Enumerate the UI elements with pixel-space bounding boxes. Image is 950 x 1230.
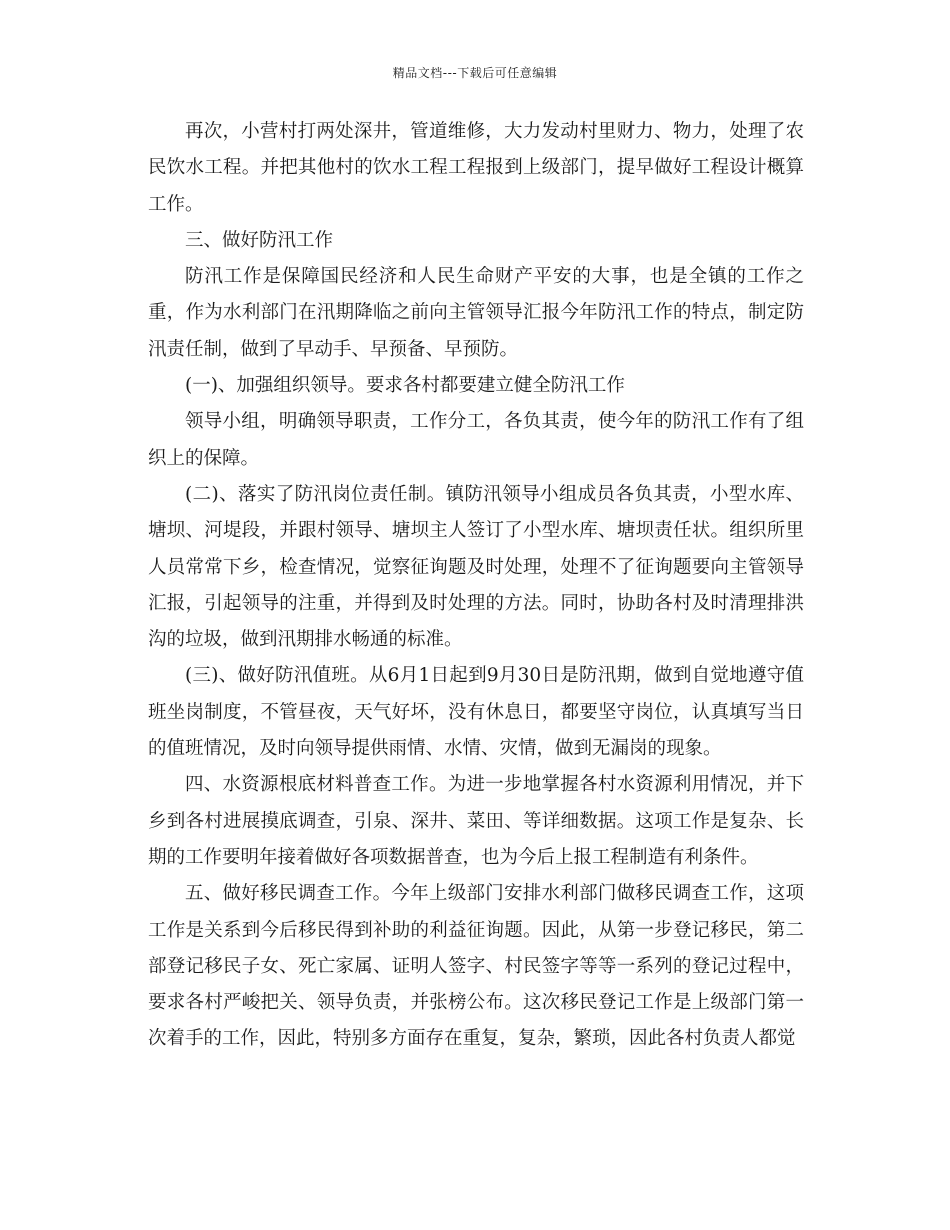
- paragraph: 五、做好移民调查工作。今年上级部门安排水利部门做移民调查工作，这项工作是关系到今后移民得到补助的利益征询题。因此，从第一步登记移民，第二部登记移民子女、死亡家属、证明人签字、村民签字等等一系列的登记过程中，要求各村严峻把关、领导负责，并张榜公布。这次移民登记工作是上级部门第一次着手的工作，因此，特别多方面存在重复，复杂，繁琐，因此各村负责人都觉: [148, 883, 804, 1050]
- paragraph: 四、水资源根底材料普查工作。为进一步地掌握各村水资源利用情况，并下乡到各村进展摸底调查，引泉、深井、菜田、等详细数据。这项工作是复杂、长期的工作要明年接着做好各项数据普查，也为今后上报工程制造有利条件。: [148, 774, 804, 868]
- paragraph: (二)、落实了防汛岗位责任制。镇防汛领导小组成员各负其责，小型水库、塘坝、河堤段，并跟村领导、塘坝主人签订了小型水库、塘坝责任状。组织所里人员常常下乡，检查情况，觉察征询题及时处理，处理不了征询题要向主管领导汇报，引起领导的注重，并得到及时处理的方法。同时，协助各村及时清理排洪沟的垃圾，做到汛期排水畅通的标准。: [148, 483, 804, 651]
- paragraph: 防汛工作是保障国民经济和人民生命财产平安的大事，也是全镇的工作之重，作为水利部门在汛期降临之前向主管领导汇报今年防汛工作的特点，制定防汛责任制，做到了早动手、早预备、早预防。: [148, 266, 804, 360]
- paragraph: (一)、加强组织领导。要求各村都要建立健全防汛工作: [185, 375, 625, 397]
- paragraph: 再次，小营村打两处深井，管道维修，大力发动村里财力、物力，处理了农民饮水工程。并把其他村的饮水工程工程报到上级部门，提早做好工程设计概算工作。: [148, 121, 804, 215]
- document-body: [148, 114, 804, 1058]
- paragraph: 领导小组，明确领导职责，工作分工，各负其责，使今年的防汛工作有了组织上的保障。: [148, 411, 804, 469]
- page-header: 精品文档---下载后可任意编辑: [392, 66, 558, 80]
- section-heading: 三、做好防汛工作: [185, 229, 334, 251]
- paragraph: (三)、做好防汛值班。从6月1日起到9月30日是防汛期，做到自觉地遵守值班坐岗制度，不管昼夜，天气好坏，没有休息日，都要坚守岗位，认真填写当日的值班情况，及时向领导提供雨情、水情、灾情，做到无漏岗的现象。: [148, 665, 804, 760]
